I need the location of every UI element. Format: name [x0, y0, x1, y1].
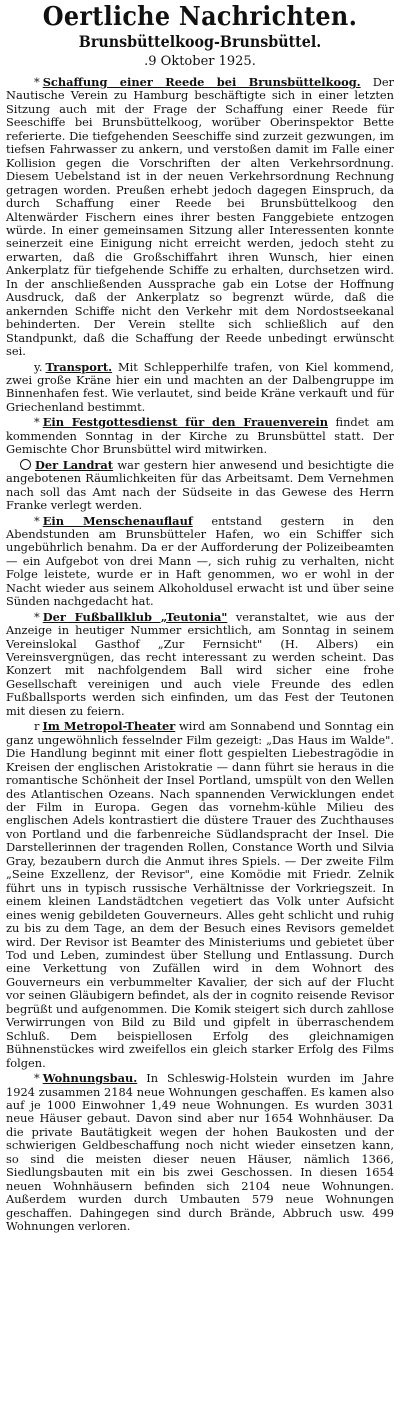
item-marker: *	[34, 415, 40, 430]
item-body: In Schleswig-Holstein wurden im Jahre 1924 zusammen 2184 neue Wohnungen geschaffen. Es kamen also auf je 1000 Einwohner 1,49 neue Wohnungen. Es wurden 3031 neue Häuser gebaut. Davon sind aber nur 1654 Wohnhäuser. Da die private Bautätigkeit wegen der hohen Baukosten und der schwierigen Geldbeschaffung noch nicht wieder einsetzen kann, so sind die meisten dieser neuen Häuser, nämlich 1366, Siedlungsbauten mit ein bis zwei Geschossen. In diesen 1654 neuen Wohnhäusern befinden sich 2104 neue Wohnungen. Außerdem wurden durch Umbauten 579 neue Wohnungen geschaffen. Dahingegen sind durch Brände, Abbruch usw. 499 Wohnungen verloren.	[6, 1071, 394, 1234]
news-item	[6, 515, 394, 609]
item-body: war gestern hier anwesend und besichtigte die angebotenen Räumlichkeiten für das Arbeitsamt. Dem Vernehmen nach soll das Amt nach der Südseite in das Gewese des Herrn Franke verlegt werden.	[6, 457, 394, 513]
item-headline: Der Fußballklub „Teutonia"	[42, 609, 228, 624]
item-marker: *	[34, 75, 40, 89]
item-body: veranstaltet, wie aus der Anzeige in heutiger Nummer ersichtlich, am Sonntag in seinem Vereinslokal Gasthof „Zur Fernsicht" (H. Albers) ein Vereinsvergnügen, das recht interessant zu werden scheint. Das Konzert mit nachfolgendem Ball wird sicher eine frohe Gesellschaft vereinigen und auch viele Freunde des edlen Fußballsports werden sich einfinden, um das Fest der Teutonen mit diesen zu feiern.	[6, 609, 395, 718]
newspaper-page	[0, 2, 400, 1420]
item-headline: Schaffung einer Reede bei Brunsbüttelkoog.	[42, 75, 361, 89]
item-headline: Der Landrat	[35, 457, 114, 472]
item-headline: Ein Festgottesdienst für den Frauenverein	[42, 415, 329, 430]
item-marker: *	[34, 1071, 40, 1086]
news-item	[6, 76, 394, 359]
item-marker: *	[34, 513, 40, 528]
dateline: .9 Oktober 1925.	[144, 54, 256, 69]
news-item	[6, 720, 394, 1070]
item-headline: Wohnungsbau.	[42, 1071, 138, 1086]
news-item	[6, 361, 394, 415]
item-headline: Ein Menschenauflauf	[42, 513, 193, 528]
item-headline: Im Metropol-Theater	[42, 719, 176, 734]
item-body: entstand gestern in den Abendstunden am Brunsbütteler Hafen, wo ein Schiffer sich ungebührlich benahm. Da er der Aufforderung der Polizeibeamten — ein Aufgebot von drei Mann —, sich ruhig zu verhalten, nicht Folge leistete, wurde er in Haft genommen, wo er wohl in der Nacht wieder aus seinem Alkoholdusel erwacht ist und über seine Sünden nachgedacht hat.	[6, 513, 394, 609]
circle-marker-icon	[20, 459, 31, 470]
news-item	[6, 459, 394, 513]
section-subtitle: Brunsbüttelkoog-Brunsbüttel.	[78, 32, 322, 51]
item-marker: *	[34, 609, 40, 624]
news-item	[6, 1072, 394, 1233]
section-title: Oertliche Nachrichten.	[42, 2, 358, 32]
item-body: findet am kommenden Sonntag in der Kirche zu Brunsbüttel statt. Der Gemischte Chor Brunsbüttel wird mitwirken.	[6, 415, 394, 457]
item-body: Mit Schlepperhilfe trafen, von Kiel kommend, zwei große Kräne hier ein und machten an der Dalbengruppe im Binnenhafen fest. Wie verlautet, sind beide Kräne verkauft und für Griechenland bestimmt.	[6, 359, 395, 414]
news-column	[6, 76, 394, 1234]
item-body: wird am Sonnabend und Sonntag ein ganz ungewöhnlich fesselnder Film gezeigt: „Das Haus im Walde". Die Handlung beginnt mit einer flott gespielten Liebestragödie in Kreisen der englischen Aristokratie — dann führt sie heraus in die romantische Schönheit der Insel Portland, umspült von den Wellen des Atlantischen Ozeans. Nach spannenden Verwicklungen endet der Film in Europa. Gegen das vornehm-kühle Milieu des englischen Adels kontrastiert die düstere Trauer des Zuchthauses von Portland und die farbenreiche Südlandspracht der Insel. Die Darstellerinnen der tragenden Rollen, Constance Worth und Silvia Gray, bezaubern durch die Anmut ihres Spiels. — Der zweite Film „Seine Exzellenz, der Revisor", eine Komödie mit Friedr. Zelnik führt uns in typisch russische Verhältnisse der Vorkriegszeit. In einem kleinen Landstädtchen vegetiert das Volk unter Aufsicht eines wenig gebildeten Gouverneurs. Alles geht schlicht und ruhig zu bis zu dem Tage, an dem der Besuch eines Revisors gemeldet wird. Der Revisor ist Beamter des Ministeriums und gebietet über Tod und Leben, zumindest über Stellung und Entlassung. Durch eine Verkettung von Zufällen wird in dem Wohnort des Gouverneurs ein verbummelter Kavalier, der sich auf der Flucht vor seinen Gläubigern befindet, als der in cognito reisende Revisor begrüßt und aufgenommen. Die Komik steigert sich durch zahllose Verwirrungen von Bild zu Bild und gipfelt in überraschendem Schluß. Dem beispiellosen Erfolg des gleichnamigen Bühnenstückes wird zweifellos ein gleich starker Erfolg des Films folgen.	[6, 719, 395, 1070]
item-marker: y.	[34, 359, 43, 374]
item-headline: Transport.	[45, 359, 113, 374]
item-body: Der Nautische Verein zu Hamburg beschäftigte sich in einer letzten Sitzung auch mit der Frage der Schaffung einer Reede für Seeschiffe bei Brunsbüttelkoog, worüber Oberinspektor Bette referierte. Die tiefgehenden Seeschiffe sind zurzeit gezwungen, im tiefsen Fahrwasser zu ankern, und verstoßen damit im Falle einer Kollision gegen die Vorschriften der alten Verkehrsordnung. Diesem Uebelstand ist in der neuen Verkehrsordnung Rechnung getragen worden. Preußen erhebt jedoch dagegen Einspruch, da durch Schaffung einer Reede bei Brunsbüttelkoog den Altenwärder Fischern eines ihrer besten Fanggebiete entzogen würde. In einer gemeinsamen Sitzung aller Interessenten konnte seinerzeit eine Einigung nicht erreicht werden, jedoch steht zu erwarten, daß die Großschiffahrt ihren Wunsch, hier einen Ankerplatz für tiefgehende Schiffe zu erhalten, durchsetzen wird. In der anschließenden Aussprache gab ein Lotse der Hoffnung Ausdruck, daß der Ankerplatz so begrenzt würde, daß die ankernden Schiffe nicht den Verkehr mit dem Nordostseekanal behinderten. Der Verein stellte sich schließlich auf den Standpunkt, daß die Schaffung der Reede unbedingt erwünscht sei.	[6, 75, 395, 359]
news-item	[6, 611, 394, 719]
news-item	[6, 416, 394, 456]
item-marker: r	[34, 719, 40, 734]
